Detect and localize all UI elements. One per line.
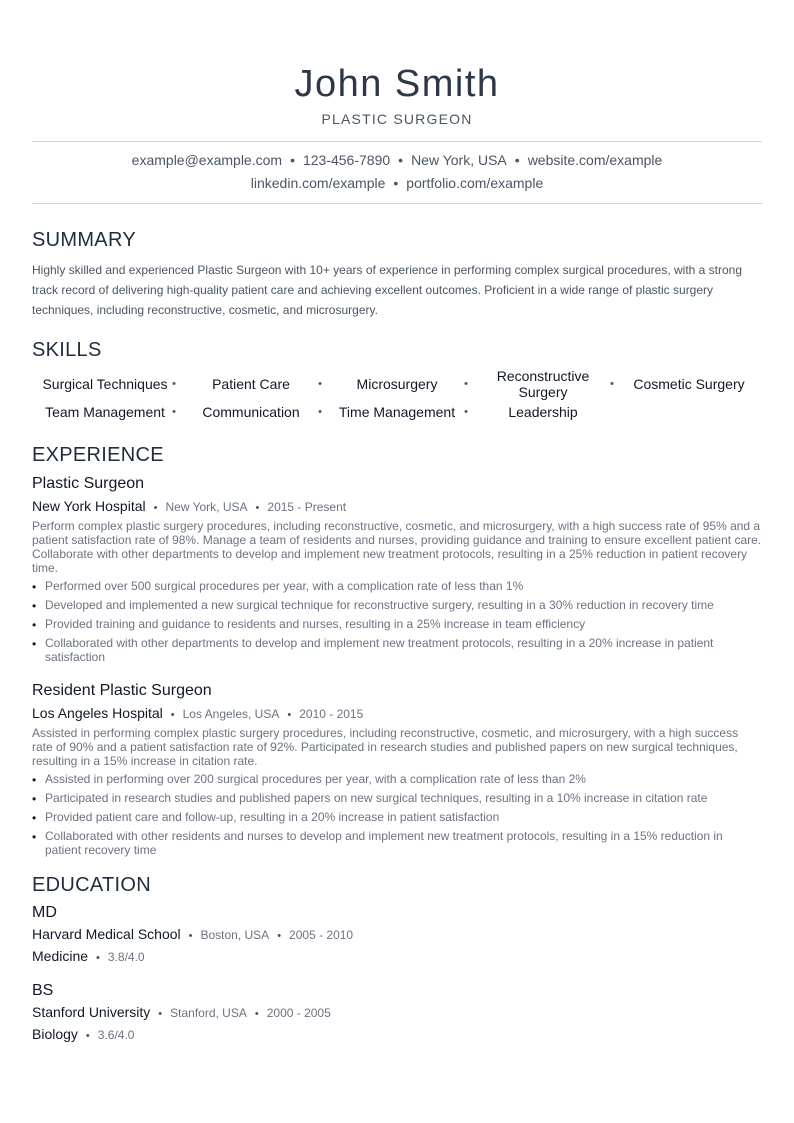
education-dates: 2000 - 2005 bbox=[266, 1006, 331, 1020]
skill-item bbox=[178, 371, 324, 397]
separator-dot: • bbox=[287, 709, 292, 721]
job-location: Los Angeles, USA bbox=[182, 707, 280, 721]
separator-dot: • bbox=[464, 406, 468, 418]
education-gpa: 3.6/4.0 bbox=[97, 1028, 135, 1042]
job-location: New York, USA bbox=[165, 500, 248, 514]
skill-label: Time Management bbox=[338, 404, 456, 420]
job-meta bbox=[32, 703, 762, 725]
contact-phone[interactable]: 123-456-7890 bbox=[302, 152, 391, 168]
list-item: • Provided patient care and follow-up, resulting in a 20% increase in patient satisfaction bbox=[32, 810, 762, 824]
skill-label: Patient Care bbox=[212, 376, 290, 392]
resume-page bbox=[32, 0, 762, 1046]
education-meta bbox=[32, 1002, 762, 1024]
skill-item bbox=[178, 399, 324, 425]
separator-dot: • bbox=[96, 952, 100, 964]
job-description: Perform complex plastic surgery procedures, including reconstructive, cosmetic, and microsurgery, with a high success rate of 95% and a patient satisfaction rate of 98%. Manage a team of residents and nurses, providing guidance and training to ensure excellent patient care. Collaborate with other departments to develop and implement new treatment protocols, resulting in a 25% reduction in patient recovery time. bbox=[32, 519, 762, 575]
education-school: Stanford University bbox=[32, 1004, 151, 1020]
separator-dot: • bbox=[610, 378, 614, 390]
education-field-row bbox=[32, 946, 762, 968]
education-location: Boston, USA bbox=[200, 928, 270, 942]
list-item: • Developed and implemented a new surgical technique for reconstructive surgery, resulting in a 30% reduction in recovery time bbox=[32, 598, 762, 612]
skill-item bbox=[616, 371, 762, 397]
skill-label: Microsurgery bbox=[356, 376, 438, 392]
skill-label: Cosmetic Surgery bbox=[633, 376, 745, 392]
separator-dot: • bbox=[158, 1008, 163, 1020]
candidate-name: John Smith bbox=[294, 63, 500, 105]
separator-dot: • bbox=[277, 930, 282, 942]
education-entry bbox=[32, 980, 762, 1046]
job-achievements bbox=[32, 579, 762, 664]
list-item: • Assisted in performing over 200 surgical procedures per year, with a complication rate of less than 2% bbox=[32, 772, 762, 786]
skill-item bbox=[470, 399, 616, 425]
skills-list bbox=[32, 368, 762, 425]
separator-dot: • bbox=[170, 709, 175, 721]
contact-line-2 bbox=[32, 172, 762, 195]
separator-dot: • bbox=[153, 502, 158, 514]
separator-dot: • bbox=[318, 378, 322, 390]
contact-line-1 bbox=[32, 149, 762, 172]
skill-item bbox=[32, 399, 178, 425]
list-item: • Provided training and guidance to residents and nurses, resulting in a 25% increase in team efficiency bbox=[32, 617, 762, 631]
separator-dot: • bbox=[514, 152, 520, 168]
separator-dot: • bbox=[398, 152, 404, 168]
experience-heading: EXPERIENCE bbox=[32, 444, 164, 466]
summary-text: Highly skilled and experienced Plastic Surgeon with 10+ years of experience in performing complex surgical procedures, with a strong track record of delivering high-quality patient care and achieving excellent outcomes. Proficient in a wide range of plastic surgery techniques, including reconstructive, cosmetic, and microsurgery. bbox=[32, 263, 743, 317]
education-dates: 2005 - 2010 bbox=[289, 928, 354, 942]
skill-item bbox=[324, 399, 470, 425]
education-entry bbox=[32, 902, 762, 968]
contact-divider bbox=[32, 203, 762, 204]
education-degree: BS bbox=[32, 982, 54, 999]
summary-heading: SUMMARY bbox=[32, 229, 136, 251]
separator-dot: • bbox=[255, 502, 260, 514]
job-dates: 2015 - Present bbox=[267, 500, 347, 514]
skill-item bbox=[32, 371, 178, 397]
education-school: Harvard Medical School bbox=[32, 926, 181, 942]
separator-dot: • bbox=[318, 406, 322, 418]
job-role: Plastic Surgeon bbox=[32, 475, 145, 492]
job-achievements bbox=[32, 772, 762, 857]
separator-dot: • bbox=[254, 1008, 259, 1020]
contact-location: New York, USA bbox=[411, 152, 507, 168]
job-title: PLASTIC SURGEON bbox=[321, 111, 473, 127]
job-role: Resident Plastic Surgeon bbox=[32, 682, 212, 699]
list-item: • Performed over 500 surgical procedures per year, with a complication rate of less than 1% bbox=[32, 579, 762, 593]
separator-dot: • bbox=[85, 1030, 90, 1042]
education-gpa: 3.8/4.0 bbox=[107, 950, 145, 964]
contact-email[interactable]: example@example.com bbox=[131, 152, 283, 168]
separator-dot: • bbox=[464, 378, 468, 390]
job-entry bbox=[32, 473, 762, 664]
contact-block bbox=[32, 142, 762, 203]
job-meta bbox=[32, 496, 762, 518]
separator-dot: • bbox=[172, 406, 176, 418]
separator-dot: • bbox=[393, 175, 399, 191]
education-degree: MD bbox=[32, 904, 57, 921]
job-employer: Los Angeles Hospital bbox=[32, 705, 163, 721]
skill-label: Surgical Techniques bbox=[42, 376, 168, 392]
list-item: • Participated in research studies and published papers on new surgical techniques, resulting in a 10% increase in citation rate bbox=[32, 791, 762, 805]
skill-item bbox=[324, 371, 470, 397]
list-item: • Collaborated with other departments to develop and implement new treatment protocols, resulting in a 20% increase in patient satisfaction bbox=[32, 636, 762, 664]
list-item: • Collaborated with other residents and nurses to develop and implement new treatment protocols, resulting in a 15% reduction in patient recovery time bbox=[32, 829, 762, 857]
education-field-row bbox=[32, 1024, 762, 1046]
job-entry bbox=[32, 680, 762, 857]
skill-label: Team Management bbox=[45, 404, 165, 420]
education-location: Stanford, USA bbox=[170, 1006, 247, 1020]
job-description: Assisted in performing complex plastic surgery procedures, including reconstructive, cosmetic, and microsurgery, with a high success rate of 90% and a patient satisfaction rate of 92%. Participated in research studies and published papers on new surgical techniques, resulting in a 15% increase in citation rate. bbox=[32, 726, 739, 768]
separator-dot: • bbox=[188, 930, 193, 942]
education-heading: EDUCATION bbox=[32, 874, 151, 896]
skill-label: Communication bbox=[202, 404, 300, 420]
contact-portfolio[interactable]: portfolio.com/example bbox=[406, 175, 544, 191]
separator-dot: • bbox=[290, 152, 295, 168]
separator-dot: • bbox=[172, 378, 176, 390]
skills-heading: SKILLS bbox=[32, 339, 102, 361]
education-meta bbox=[32, 924, 762, 946]
contact-website[interactable]: website.com/example bbox=[527, 152, 663, 168]
job-dates: 2010 - 2015 bbox=[299, 707, 364, 721]
education-field: Biology bbox=[32, 1026, 78, 1042]
skill-label: Reconstructive Surgery bbox=[496, 368, 590, 400]
skill-label: Leadership bbox=[508, 404, 578, 420]
education-field: Medicine bbox=[32, 948, 89, 964]
job-employer: New York Hospital bbox=[32, 498, 146, 514]
skill-item bbox=[470, 368, 616, 400]
contact-linkedin[interactable]: linkedin.com/example bbox=[250, 175, 386, 191]
